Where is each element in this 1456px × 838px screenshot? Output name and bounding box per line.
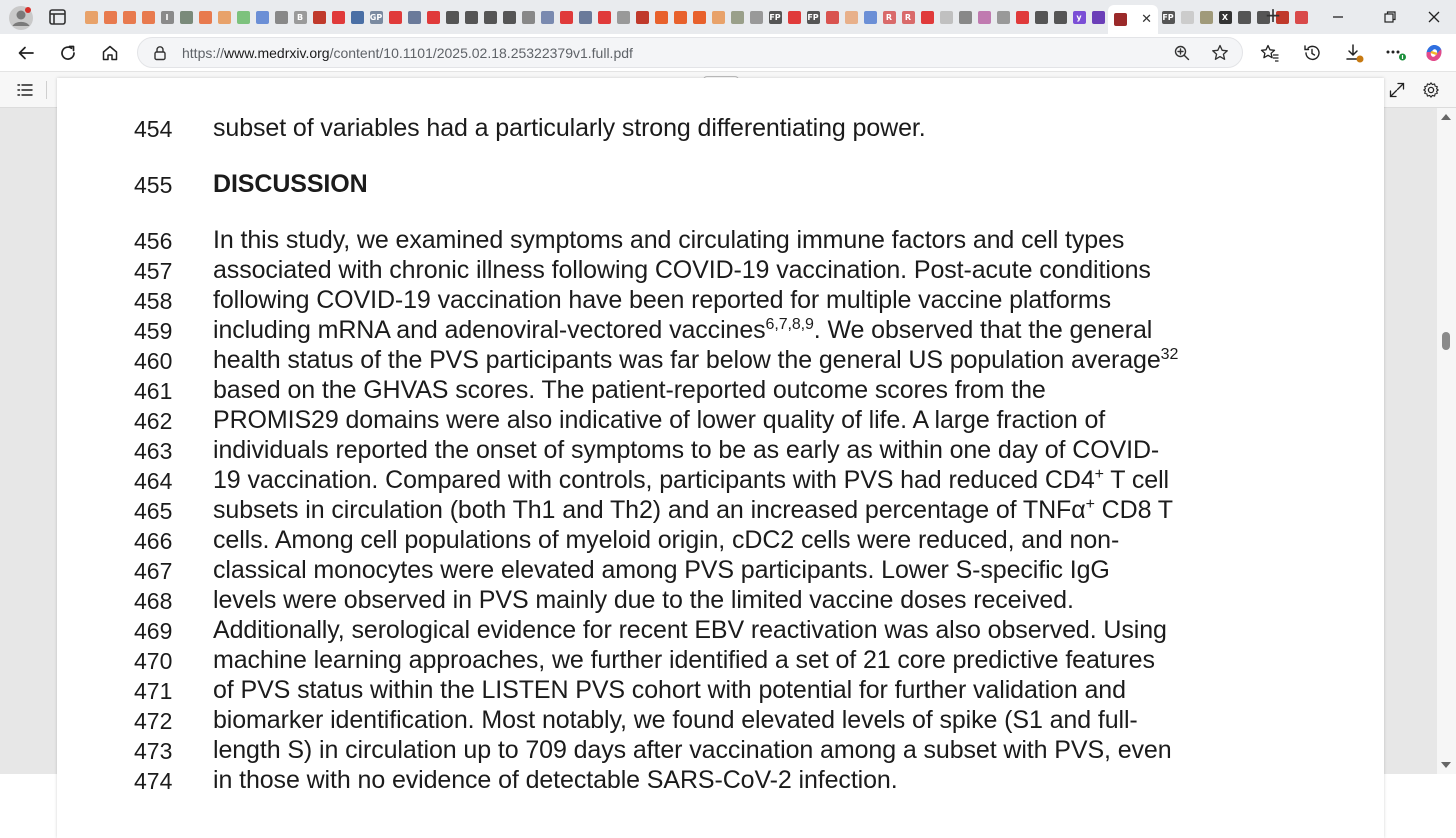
browser-tab[interactable]	[1070, 5, 1088, 29]
browser-tab[interactable]	[443, 5, 461, 29]
calendar-icon	[1295, 11, 1308, 24]
url-text[interactable]	[182, 45, 633, 61]
youtube-icon	[389, 11, 402, 24]
bookmark-icon	[845, 11, 858, 24]
tab-strip	[0, 0, 1456, 34]
section-heading	[213, 170, 368, 199]
browser-tab[interactable]	[1051, 5, 1069, 29]
browser-tab[interactable]	[120, 5, 138, 29]
puzzle-icon	[731, 11, 744, 24]
favorites-icon[interactable]	[1258, 41, 1282, 65]
podcast-icon	[1054, 11, 1067, 24]
youtube-icon	[921, 11, 934, 24]
line-number: 458	[134, 288, 173, 314]
navigation-bar	[0, 34, 1456, 71]
document-icon	[275, 11, 288, 24]
browser-tab[interactable]	[367, 5, 385, 29]
text-line	[213, 316, 1152, 345]
youtube-icon	[427, 11, 440, 24]
settings-gear-icon[interactable]	[1422, 80, 1440, 100]
podcast-icon	[484, 11, 497, 24]
vertical-scrollbar[interactable]	[1437, 108, 1456, 774]
browser-tab[interactable]	[481, 5, 499, 29]
line-number: 473	[134, 738, 173, 764]
bookmark-icon	[1181, 11, 1194, 24]
favorite-star-icon[interactable]	[1210, 43, 1230, 63]
url-host: www.medrxiv.org	[224, 45, 330, 61]
line-number: 454	[134, 116, 173, 142]
youtube-icon	[598, 11, 611, 24]
text-line	[213, 496, 1173, 525]
text-line	[213, 436, 1159, 465]
browser-tab[interactable]	[253, 5, 271, 29]
text-segment: CD8 T	[1094, 496, 1173, 524]
slash-icon	[997, 11, 1010, 24]
bookmark-icon	[104, 11, 117, 24]
text-segment: individuals reported the onset of symptoms to be as early as within one day of COVID-	[213, 436, 1160, 464]
podcast-icon	[446, 11, 459, 24]
text-segment: health status of the PVS participants was far below the general US population average	[213, 346, 1161, 374]
browser-tab[interactable]	[405, 5, 423, 29]
text-segment: in those with no evidence of detectable SARS-CoV-2 infection.	[213, 766, 898, 794]
mail-icon	[1092, 11, 1105, 24]
browser-tab[interactable]	[272, 5, 290, 29]
line-number: 464	[134, 468, 173, 494]
line-number: 467	[134, 558, 173, 584]
browser-tab[interactable]	[234, 5, 252, 29]
y-icon: y	[1073, 11, 1086, 24]
image-icon: I	[161, 11, 174, 24]
bookmark-icon	[218, 11, 231, 24]
browser-tab[interactable]	[994, 5, 1012, 29]
text-line	[213, 586, 1074, 615]
play-icon	[959, 11, 972, 24]
youtube-icon	[560, 11, 573, 24]
browser-tab[interactable]	[538, 5, 556, 29]
bookmark-icon	[712, 11, 725, 24]
citation-superscript: +	[1094, 466, 1104, 483]
x-icon: X	[1219, 11, 1232, 24]
bars-icon	[313, 11, 326, 24]
line-number: 470	[134, 648, 173, 674]
maple-icon	[826, 11, 839, 24]
text-segment: subset of variables had a particularly strong differentiating power.	[213, 114, 926, 142]
bookmark-icon	[199, 11, 212, 24]
bookmark-icon	[674, 11, 687, 24]
text-segment: of PVS status within the LISTEN PVS cohort with potential for further validation and	[213, 676, 1126, 704]
fp-icon: FP	[769, 12, 781, 22]
line-number: 463	[134, 438, 173, 464]
refresh-icon[interactable]	[56, 41, 80, 65]
text-segment: Additionally, serological evidence for recent EBV reactivation was also observed. Using	[213, 616, 1167, 644]
search-icon	[256, 11, 269, 24]
pdf-page	[57, 78, 1384, 838]
line-number: 456	[134, 228, 173, 254]
browser-tab[interactable]	[215, 5, 233, 29]
browser-tab[interactable]	[1216, 5, 1234, 29]
fish-icon	[978, 11, 991, 24]
browser-tab[interactable]	[424, 5, 442, 29]
copilot-icon[interactable]	[1422, 41, 1446, 65]
text-segment: biomarker identification. Most notably, we found elevated levels of spike (S1 and full-	[213, 706, 1138, 734]
minimize-icon[interactable]	[1328, 7, 1348, 27]
zoom-icon[interactable]	[1173, 44, 1191, 62]
line-number: 471	[134, 678, 173, 704]
browser-tab[interactable]	[709, 5, 727, 29]
browser-tab[interactable]	[291, 5, 309, 29]
full-screen-icon[interactable]	[1388, 80, 1406, 100]
history-icon[interactable]	[1300, 41, 1324, 65]
youtube-icon	[332, 11, 345, 24]
text-segment: In this study, we examined symptoms and circulating immune factors and cell types	[213, 226, 1125, 254]
url-scheme: https://	[182, 45, 225, 61]
podcast-icon	[1035, 11, 1048, 24]
line-number: 466	[134, 528, 173, 554]
browser-tab[interactable]	[614, 5, 632, 29]
slash-icon	[617, 11, 630, 24]
text-line	[213, 286, 1111, 315]
browser-tab[interactable]	[956, 5, 974, 29]
browser-tab[interactable]	[500, 5, 518, 29]
close-tab-icon[interactable]: ✕	[1141, 12, 1152, 27]
browser-tab[interactable]	[576, 5, 594, 29]
browser-tab[interactable]	[557, 5, 575, 29]
bookmark-icon	[693, 11, 706, 24]
browser-tab[interactable]	[861, 5, 879, 29]
folder-icon	[408, 11, 421, 24]
scroll-up-arrow-icon[interactable]	[1441, 114, 1451, 120]
line-number: 459	[134, 318, 173, 344]
browser-tab[interactable]	[1089, 5, 1107, 29]
text-line	[213, 114, 926, 143]
browser-tab[interactable]	[177, 5, 195, 29]
text-line	[213, 466, 1169, 495]
seal-icon	[579, 11, 592, 24]
text-line	[213, 376, 1046, 405]
podcast-icon	[1238, 11, 1251, 24]
browser-tab[interactable]	[462, 5, 480, 29]
browser-tab[interactable]	[139, 5, 157, 29]
citation-superscript: 32	[1160, 346, 1179, 363]
browser-tab[interactable]	[899, 5, 917, 29]
line-number: 460	[134, 348, 173, 374]
news-icon	[351, 11, 364, 24]
text-line	[213, 526, 1119, 555]
browser-tab[interactable]	[1013, 5, 1031, 29]
browser-tab[interactable]	[652, 5, 670, 29]
slash-icon	[750, 11, 763, 24]
browser-tab[interactable]	[196, 5, 214, 29]
text-line	[213, 406, 1105, 435]
text-line	[213, 706, 1138, 735]
text-segment: classical monocytes were elevated among PVS participants. Lower S-specific IgG	[213, 556, 1110, 584]
pdf-viewer-area[interactable]	[0, 108, 1437, 794]
browser-tab[interactable]	[804, 5, 822, 29]
downloads-icon[interactable]	[1342, 41, 1366, 65]
r-icon: R	[883, 11, 896, 24]
text-segment: DISCUSSION	[213, 170, 368, 198]
bookmark-icon	[123, 11, 136, 24]
browser-tab[interactable]	[595, 5, 613, 29]
browser-tab[interactable]	[918, 5, 936, 29]
text-line	[213, 346, 1178, 375]
active-tab[interactable]	[1108, 5, 1158, 34]
line-number: 457	[134, 258, 173, 284]
browser-tab[interactable]	[310, 5, 328, 29]
browser-tab[interactable]	[1178, 5, 1196, 29]
extensions-menu-icon[interactable]	[1384, 41, 1408, 65]
browser-tab[interactable]	[1292, 5, 1310, 29]
podcast-icon	[465, 11, 478, 24]
text-line	[213, 676, 1126, 705]
image-icon	[180, 11, 193, 24]
fp-icon: FP	[1162, 12, 1174, 22]
restore-icon[interactable]	[1380, 7, 1400, 27]
browser-tab[interactable]	[880, 5, 898, 29]
close-window-icon[interactable]	[1424, 7, 1444, 27]
browser-tab[interactable]	[766, 5, 784, 29]
browser-tab[interactable]	[785, 5, 803, 29]
browser-tab[interactable]	[519, 5, 537, 29]
play-icon	[237, 11, 250, 24]
toolbar-divider	[46, 81, 47, 99]
browser-tab[interactable]	[1159, 5, 1177, 29]
browser-tab[interactable]	[1197, 5, 1215, 29]
browser-tab[interactable]	[823, 5, 841, 29]
url-path: /content/10.1101/2025.02.18.25322379v1.full.pdf	[329, 45, 633, 61]
address-bar[interactable]	[137, 37, 1243, 68]
text-line	[213, 226, 1124, 255]
text-line	[213, 556, 1110, 585]
pdf-file-icon	[85, 11, 98, 24]
browser-tab[interactable]	[690, 5, 708, 29]
line-number: 472	[134, 708, 173, 734]
browser-tab[interactable]	[329, 5, 347, 29]
lock-icon[interactable]	[151, 44, 169, 62]
text-line	[213, 736, 1172, 765]
contents-icon[interactable]	[16, 80, 34, 100]
youtube-icon	[1016, 11, 1029, 24]
text-segment: 19 vaccination. Compared with controls, participants with PVS had reduced CD4	[213, 466, 1095, 494]
home-icon[interactable]	[98, 41, 122, 65]
medrxiv-favicon-icon	[1114, 13, 1127, 26]
browser-tab[interactable]	[842, 5, 860, 29]
bookmark-icon	[142, 11, 155, 24]
bars-icon	[636, 11, 649, 24]
browser-tab[interactable]	[1032, 5, 1050, 29]
browser-tab[interactable]	[937, 5, 955, 29]
browser-tab[interactable]	[671, 5, 689, 29]
text-segment: including mRNA and adenoviral-vectored vaccines	[213, 316, 766, 344]
browser-tab[interactable]	[975, 5, 993, 29]
text-segment: machine learning approaches, we further identified a set of 21 core predictive features	[213, 646, 1155, 674]
text-segment: subsets in circulation (both Th1 and Th2) and an increased percentage of TNFα	[213, 496, 1086, 524]
gp-icon: GP	[369, 12, 383, 22]
line-number: 474	[134, 768, 173, 794]
b-icon: B	[294, 11, 307, 24]
scrollbar-thumb[interactable]	[1442, 332, 1450, 350]
text-line	[213, 646, 1155, 675]
text-segment: length S) in circulation up to 709 days after vaccination among a subset with PVS, even	[213, 736, 1172, 764]
browser-tab[interactable]	[1235, 5, 1253, 29]
browser-tab[interactable]	[101, 5, 119, 29]
line-number: 461	[134, 378, 173, 404]
text-segment: cells. Among cell populations of myeloid origin, cDC2 cells were reduced, and non-	[213, 526, 1120, 554]
line-number: 465	[134, 498, 173, 524]
text-line	[213, 616, 1167, 645]
youtube-icon	[788, 11, 801, 24]
bookmark-icon	[940, 11, 953, 24]
image-icon	[1200, 11, 1213, 24]
browser-tab[interactable]	[728, 5, 746, 29]
arrow-icon	[522, 11, 535, 24]
text-line	[213, 256, 1151, 285]
text-segment: PROMIS29 domains were also indicative of lower quality of life. A large fraction of	[213, 406, 1106, 434]
line-number: 455	[134, 172, 173, 198]
citation-superscript: +	[1085, 496, 1095, 513]
list-icon	[541, 11, 554, 24]
scroll-down-arrow-icon[interactable]	[1441, 762, 1451, 768]
line-number: 468	[134, 588, 173, 614]
podcast-icon	[503, 11, 516, 24]
text-segment: following COVID-19 vaccination have been reported for multiple vaccine platforms	[213, 286, 1112, 314]
text-segment: . We observed that the general	[813, 316, 1153, 344]
browser-tab[interactable]	[633, 5, 651, 29]
tab-actions-icon[interactable]	[44, 6, 70, 28]
text-segment: based on the GHVAS scores. The patient-reported outcome scores from the	[213, 376, 1046, 404]
profile-avatar-icon[interactable]	[8, 5, 34, 31]
new-tab-button[interactable]: +	[1264, 3, 1282, 27]
text-segment: T cell	[1103, 466, 1169, 494]
bookmark-icon	[655, 11, 668, 24]
text-line	[213, 766, 898, 795]
browser-tab[interactable]	[386, 5, 404, 29]
citation-superscript: 6,7,8,9	[765, 316, 814, 333]
fp-icon: FP	[807, 12, 819, 22]
tab-list	[82, 5, 1262, 29]
text-segment: levels were observed in PVS mainly due to the limited vaccine doses received.	[213, 586, 1074, 614]
text-segment: associated with chronic illness following COVID-19 vaccination. Post-acute conditions	[213, 256, 1151, 284]
browser-tab[interactable]	[747, 5, 765, 29]
browser-tab[interactable]	[158, 5, 176, 29]
r-icon: R	[902, 11, 915, 24]
browser-tab[interactable]	[348, 5, 366, 29]
back-icon[interactable]	[14, 41, 38, 65]
line-number: 462	[134, 408, 173, 434]
browser-tab[interactable]	[82, 5, 100, 29]
line-number: 469	[134, 618, 173, 644]
search-icon	[864, 11, 877, 24]
